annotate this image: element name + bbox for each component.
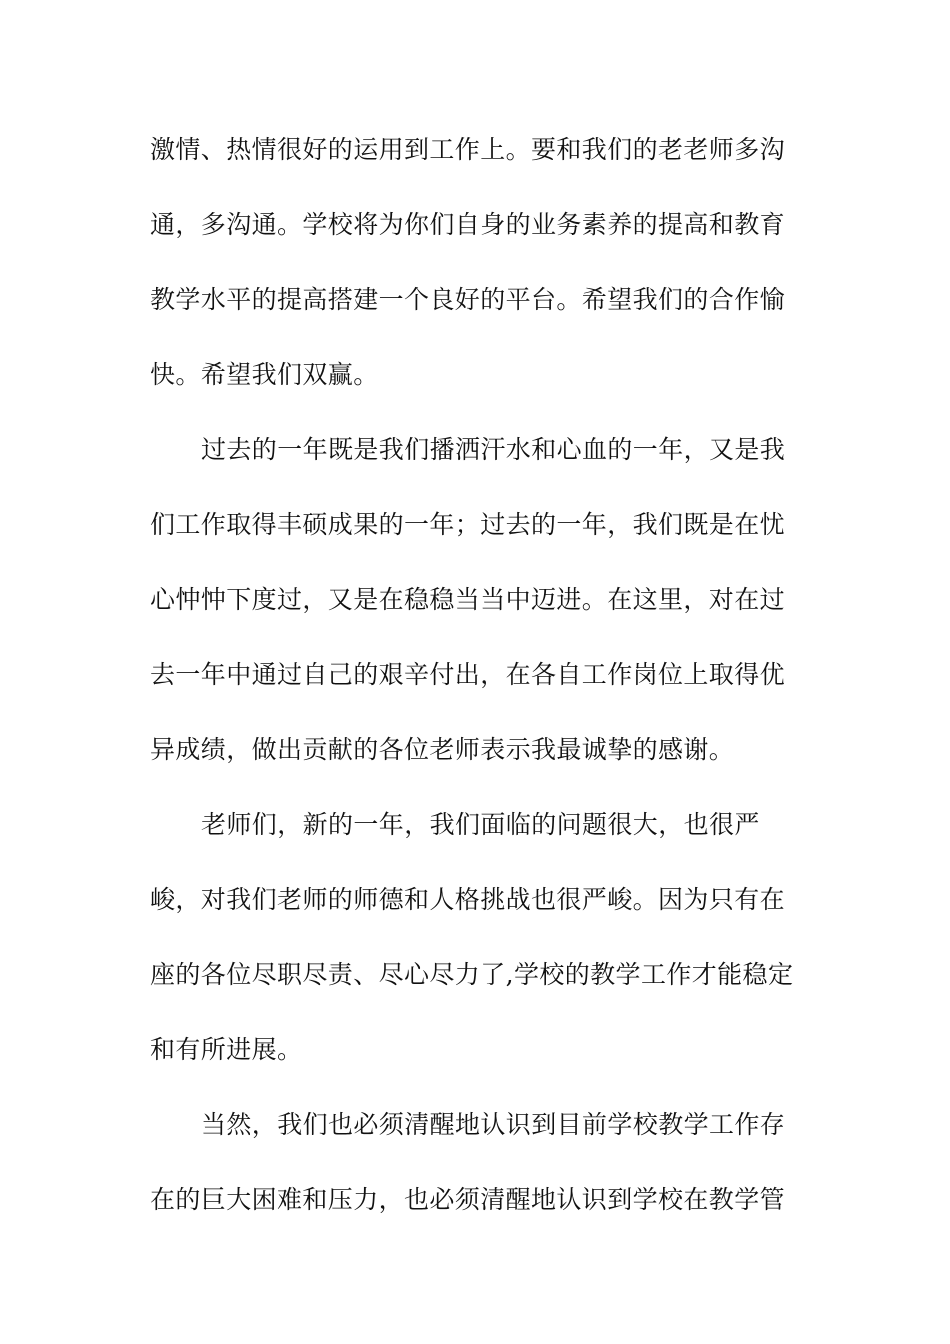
text-line: 去一年中通过自己的艰辛付出，在各自工作岗位上取得优	[150, 660, 786, 689]
text-line: 通，多沟通。学校将为你们自身的业务素养的提高和教育	[150, 210, 786, 239]
text-line: 在的巨大困难和压力，也必须清醒地认识到学校在教学管	[150, 1185, 786, 1214]
text-line: 快。希望我们双赢。	[150, 360, 379, 389]
paragraph-first-line: 老师们，新的一年，我们面临的问题很大，也很严	[201, 810, 760, 839]
text-line: 峻，对我们老师的师德和人格挑战也很严峻。因为只有在	[150, 885, 786, 914]
paragraph-first-line: 当然，我们也必须清醒地认识到目前学校教学工作存	[201, 1110, 786, 1139]
text-line: 心忡忡下度过，又是在稳稳当当中迈进。在这里，对在过	[150, 585, 786, 614]
text-line: 激情、热情很好的运用到工作上。要和我们的老老师多沟	[150, 135, 786, 164]
text-line: 异成绩，做出贡献的各位老师表示我最诚挚的感谢。	[150, 735, 735, 764]
text-line: 教学水平的提高搭建一个良好的平台。希望我们的合作愉	[150, 285, 786, 314]
text-line: 座的各位尽职尽责、尽心尽力了,学校的教学工作才能稳定	[150, 960, 794, 989]
paragraph-first-line: 过去的一年既是我们播洒汗水和心血的一年，又是我	[201, 435, 786, 464]
text-line: 和有所进展。	[150, 1035, 303, 1064]
text-line: 们工作取得丰硕成果的一年；过去的一年，我们既是在忧	[150, 510, 786, 539]
